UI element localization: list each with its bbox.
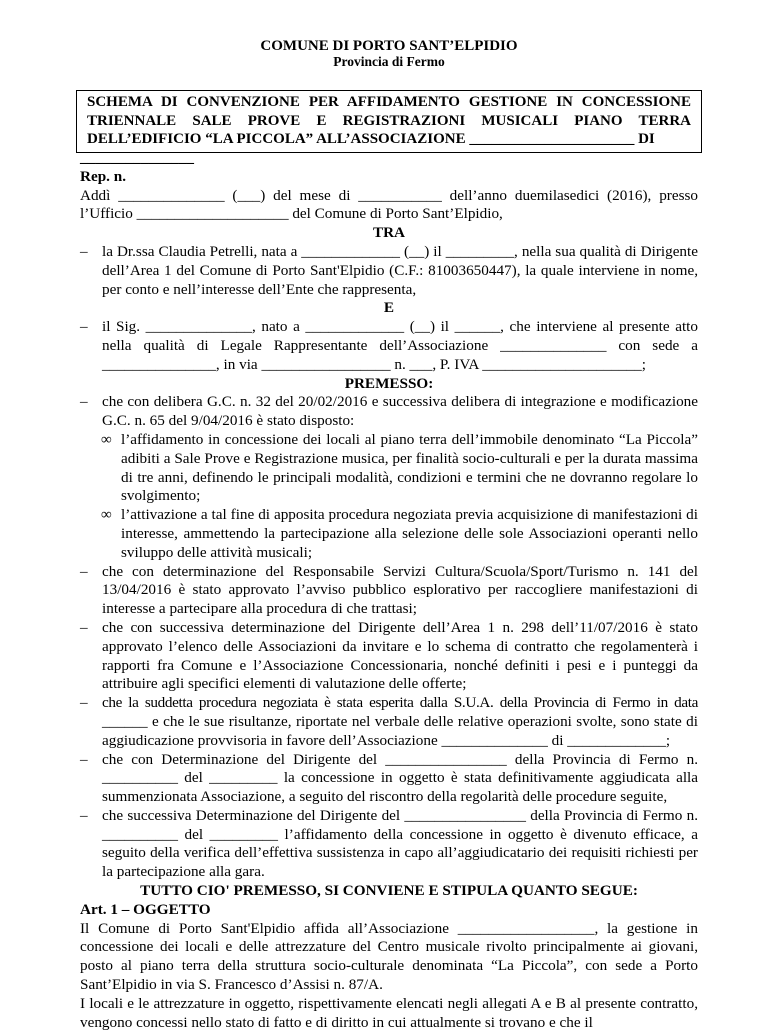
dash-marker: –: [80, 562, 88, 580]
dash-marker: –: [80, 318, 88, 336]
agreement-title: SCHEMA DI CONVENZIONE PER AFFIDAMENTO GESTIONE IN CONCESSIONE TRIENNALE SALE PROVE E REGISTRAZIONI MUSICALI PIANO TERRA DELL’EDIFICIO “LA PICCOLA” ALL’ASSOCIAZIONE ______________________ DI: [87, 94, 691, 147]
agreement-title-box: [76, 90, 702, 153]
agreement-title-tail: _______________: [80, 149, 194, 166]
dash-marker: –: [80, 242, 88, 260]
premise-1-sub-2-text: l’attivazione a tal fine di apposita procedura negoziata previa acquisizione di manifestazioni di interesse, ammettendo la partecipazione alla selezione delle sole Associazioni operanti nello sviluppo delle attività musicali;: [121, 506, 698, 561]
article-1-title: Art. 1 – OGGETTO: [80, 900, 211, 918]
premise-4-text-b: ______ e che le sue risultanze, riportate nel verbale delle relative operazioni svolte, sono state di aggiudicazione provvisoria in favore dell’Associazione ______________ di _____________;: [102, 712, 698, 749]
premise-2-text: che con determinazione del Responsabile Servizi Cultura/Scuola/Sport/Turismo n. 141 del 13/04/2016 è stato approvato l’avviso pubblico esplorativo per raccogliere manifestazioni di interesse a partecipare alla procedura di che trattasi;: [102, 562, 698, 618]
party-2-text: il Sig. ______________, nato a _____________ (__) il ______, che interviene al presente atto nella qualità di Legale Rappresentante dell’Associazione ______________ con sede a _______________, in via _________________ n. ___, P. IVA _____________________;: [102, 318, 698, 373]
premise-6-text: che successiva Determinazione del Dirigente del ________________ della Provincia di Fermo n. __________ del _________ l’affidamento della concessione in oggetto è divenuto efficace, a seguito della verifica dell’effettiva sussistenza in capo all’aggiudicatario dei requisiti richiesti per la partecipazione alla gara.: [102, 806, 698, 881]
document-page: [80, 38, 698, 1032]
premise-4-text-a: che la suddetta procedura negoziata è stata esperita dalla S.U.A. della Provincia di Fermo in data: [102, 694, 698, 712]
tra-heading: TRA: [372, 224, 406, 242]
premise-2: [80, 563, 698, 619]
premise-5-text: che con Determinazione del Dirigente del ________________ della Provincia di Fermo n. __________ del _________ la concessione in oggetto è stata definitivamente aggiudicata alla summenzionata Associazione, a seguito del riscontro della regolarità delle procedure seguite,: [102, 750, 698, 806]
dash-marker: –: [80, 393, 88, 411]
premise-1-text: che con delibera G.C. n. 32 del 20/02/2016 e successiva delibera di integrazione e modificazione G.C. n. 65 del 9/04/2016 è stato disposto:: [102, 393, 698, 430]
e-heading: E: [383, 299, 395, 317]
premise-5: [80, 751, 698, 807]
premise-1-sub-1-text: l’affidamento in concessione dei locali al piano terra dell’immobile denominato “La Piccola” adibiti a Sale Prove e Registrazione musica, per finalità socio-culturali e per la durata massima di tre anni, definendo le principali modalità, condizioni e termini che ne dovranno regolare lo svolgimento;: [121, 430, 698, 505]
province-subtitle: Provincia di Fermo: [333, 54, 445, 69]
dash-marker: –: [80, 750, 88, 768]
party-2: [80, 318, 698, 374]
article-1-paragraph-2: I locali e le attrezzature in oggetto, rispettivamente elencati negli allegati A e B al presente contratto, vengono concessi nello stato di fatto e di diritto in cui attualmente si trovano e che il: [80, 994, 698, 1031]
premise-1-sub-2: [80, 506, 698, 562]
intro-paragraph: Addì ______________ (___) del mese di ___________ dell’anno duemilasedici (2016), presso l’Ufficio ____________________ del Comune di Porto Sant’Elpidio,: [80, 186, 698, 223]
stipula-heading: TUTTO CIO' PREMESSO, SI CONVIENE E STIPULA QUANTO SEGUE:: [140, 882, 638, 900]
infinity-bullet-icon: ∞: [101, 430, 112, 448]
article-1-paragraph-1: Il Comune di Porto Sant'Elpidio affida all’Associazione __________________, la gestione in concessione dei locali e delle attrezzature del Centro musicale rivolto principalmente ai giovani, posto al piano terra della struttura socio-culturale denominata “La Piccola”, con sede a Porto Sant’Elpidio in via S. Francesco d’Assisi n. 87/A.: [80, 919, 698, 994]
premise-3-text: che con successiva determinazione del Dirigente dell’Area 1 n. 298 dell’11/07/2016 è stato approvato l’elenco delle Associazioni da invitare e lo schema di contratto che regolamenterà i rapporti fra Comune e l’Associazione Concessionaria, nonché definiti i pesi e i punteggi da attribuire agli specifici elementi di valutazione delle offerte;: [102, 618, 698, 693]
premise-6: [80, 807, 698, 882]
dash-marker: –: [80, 694, 88, 712]
party-1-text: la Dr.ssa Claudia Petrelli, nata a _____________ (__) il _________, nella sua qualità di Dirigente dell’Area 1 del Comune di Porto Sant'Elpidio (C.F.: 81003650447), la quale interviene in nome, per conto e nell’interesse dell’Ente che rappresenta,: [102, 242, 698, 298]
premise-1-sub-1: [80, 431, 698, 506]
infinity-bullet-icon: ∞: [101, 506, 112, 524]
party-1: [80, 243, 698, 299]
dash-marker: –: [80, 806, 88, 824]
premise-3: [80, 619, 698, 694]
premise-1: [80, 393, 698, 431]
dash-marker: –: [80, 618, 88, 636]
premesso-heading: PREMESSO:: [344, 374, 434, 392]
rep-number: Rep. n.: [80, 167, 126, 185]
premise-4: [80, 694, 698, 750]
municipality-title: COMUNE DI PORTO SANT’ELPIDIO: [260, 38, 518, 54]
